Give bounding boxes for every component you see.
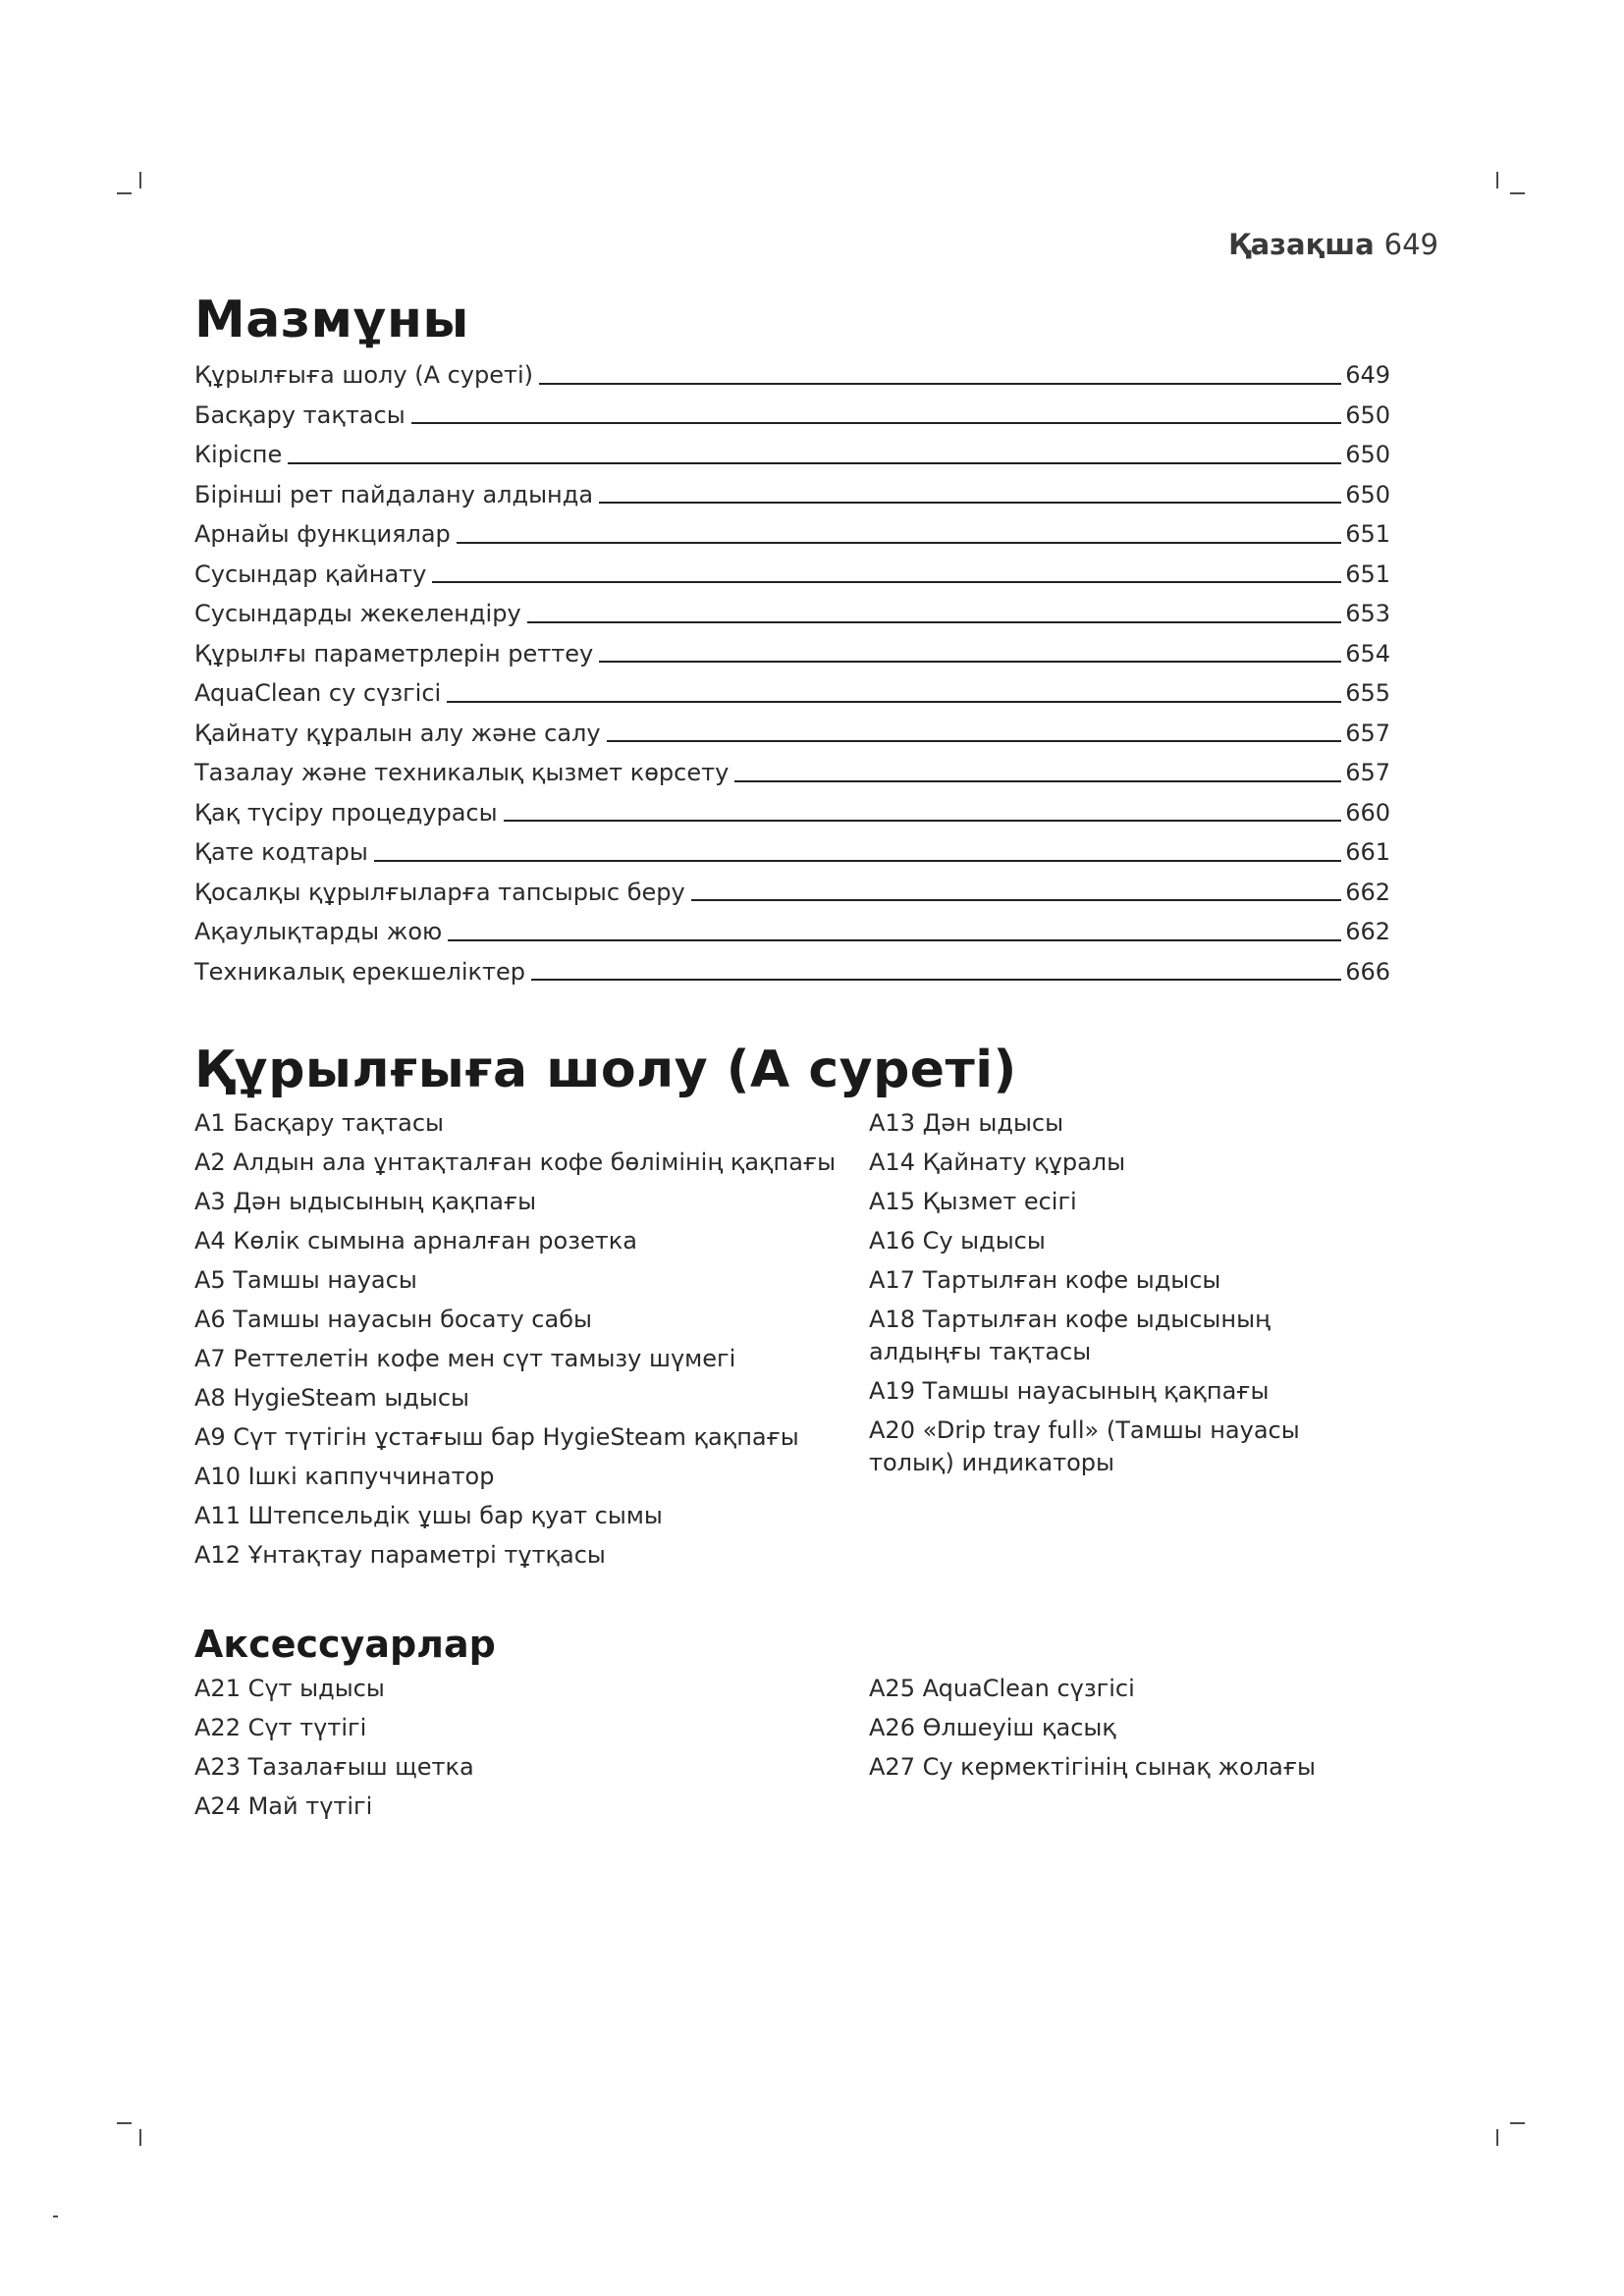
overview-list: [194, 1107, 1390, 1578]
overview-item: A6 Тамшы науасын босату сабы: [194, 1306, 592, 1333]
toc-entry-page: 657: [1345, 759, 1390, 786]
toc-entry-label: Арнайы функциялар: [194, 520, 451, 548]
overview-item: A7 Реттелетін кофе мен сүт тамызу шүмегі: [194, 1345, 736, 1372]
toc-leader-line: [447, 701, 1341, 703]
toc-entry[interactable]: [194, 873, 1390, 913]
overview-item: A19 Тамшы науасының қақпағы: [869, 1377, 1270, 1405]
toc-entry-page: 650: [1345, 480, 1390, 508]
toc-leader-line: [607, 740, 1341, 742]
toc-entry-page: 661: [1345, 838, 1390, 866]
crop-mark: [117, 2122, 132, 2124]
toc-leader-line: [432, 581, 1341, 583]
toc-entry-page: 666: [1345, 957, 1390, 986]
toc-entry-page: 662: [1345, 918, 1390, 945]
toc-leader-line: [691, 899, 1341, 901]
overview-item: A4 Көлік сымына арналған розетка: [194, 1227, 637, 1255]
toc-entry-label: Құрылғыға шолу (A суреті): [194, 361, 534, 389]
overview-item: A15 Қызмет есігі: [869, 1188, 1077, 1215]
crop-mark: [1496, 172, 1498, 188]
toc-entry-page: 657: [1345, 719, 1390, 747]
accessories-left-column: [194, 1673, 869, 1830]
overview-item: A17 Тартылған кофе ыдысы: [869, 1266, 1221, 1294]
toc-entry-label: Басқару тақтасы: [194, 400, 406, 429]
toc-leader-line: [539, 383, 1341, 385]
toc-entry-label: Сусындар қайнату: [194, 560, 427, 588]
toc-entry-page: 651: [1345, 520, 1390, 548]
crop-mark: [1510, 2122, 1525, 2124]
overview-item: A1 Басқару тақтасы: [194, 1109, 444, 1137]
toc-entry-label: Бірінші рет пайдалану алдында: [194, 480, 594, 508]
toc-entry-label: Қақ түсіру процедурасы: [194, 798, 498, 827]
toc-entry[interactable]: [194, 832, 1390, 873]
toc-entry-label: Қайнату құралын алу және салу: [194, 719, 601, 747]
accessory-item: A27 Су кермектігінің сынақ жолағы: [869, 1753, 1316, 1781]
overview-item: A5 Тамшы науасы: [194, 1266, 417, 1294]
toc-entry-label: Құрылғы параметрлерін реттеу: [194, 639, 594, 667]
toc-leader-line: [411, 422, 1341, 424]
toc-leader-line: [531, 979, 1341, 981]
toc-entry[interactable]: [194, 355, 1390, 396]
toc-entry-page: 651: [1345, 560, 1390, 588]
overview-item: A10 Ішкі каппуччинатор: [194, 1463, 495, 1490]
accessories-list: [194, 1673, 1390, 1830]
overview-item: A18 Тартылған кофе ыдысының алдыңғы тақтасы: [869, 1306, 1271, 1365]
toc-leader-line: [448, 939, 1341, 941]
toc-entry[interactable]: [194, 952, 1390, 992]
toc-entry-label: Қате кодтары: [194, 838, 368, 866]
toc-leader-line: [288, 462, 1341, 464]
toc-entry[interactable]: [194, 396, 1390, 436]
accessory-item: A21 Сүт ыдысы: [194, 1675, 385, 1702]
accessory-item: A26 Өлшеуіш қасық: [869, 1714, 1116, 1741]
accessory-item: A22 Сүт түтігі: [194, 1714, 367, 1741]
toc-entry[interactable]: [194, 753, 1390, 793]
accessory-item: A25 AquaClean сүзгісі: [869, 1675, 1135, 1702]
toc-entry-page: 650: [1345, 400, 1390, 429]
page-content: [194, 287, 1390, 1830]
crop-mark: [1496, 2129, 1498, 2146]
toc-entry-page: 654: [1345, 639, 1390, 667]
accessories-right-column: [869, 1673, 1390, 1830]
toc-entry[interactable]: [194, 673, 1390, 714]
overview-left-column: [194, 1107, 869, 1578]
crop-mark: [53, 2216, 58, 2217]
overview-item: A8 HygieSteam ыдысы: [194, 1384, 469, 1412]
crop-mark: [139, 172, 141, 188]
running-head: [1228, 228, 1438, 261]
overview-item: A3 Дән ыдысының қақпағы: [194, 1188, 537, 1215]
overview-item: A9 Сүт түтігін ұстағыш бар HygieSteam қақпағы: [194, 1423, 799, 1451]
crop-mark: [1510, 192, 1525, 194]
toc-entry-label: Тазалау және техникалық қызмет көрсету: [194, 759, 730, 786]
header-page-number: 649: [1383, 228, 1438, 261]
toc-title: Мазмұны: [194, 291, 469, 349]
toc-leader-line: [457, 542, 1341, 544]
toc-leader-line: [504, 820, 1341, 822]
toc-entry-page: 662: [1345, 878, 1390, 906]
toc-entry-label: Техникалық ерекшеліктер: [194, 957, 526, 986]
toc-entry-label: AquaClean су сүзгісі: [194, 679, 442, 707]
toc-entry-label: Ақаулықтарды жою: [194, 918, 443, 945]
toc-entry[interactable]: [194, 514, 1390, 555]
toc-entry[interactable]: [194, 634, 1390, 674]
toc-leader-line: [599, 502, 1341, 504]
overview-item: A12 Ұнтақтау параметрі тұтқасы: [194, 1541, 606, 1569]
toc-leader-line: [527, 621, 1341, 623]
toc-entry-page: 653: [1345, 600, 1390, 627]
accessory-item: A24 Май түтігі: [194, 1792, 373, 1820]
crop-mark: [117, 192, 132, 194]
crop-mark: [139, 2129, 141, 2146]
toc-entry[interactable]: [194, 594, 1390, 634]
overview-item: A11 Штепсельдік ұшы бар қуат сымы: [194, 1502, 663, 1529]
toc-entry-page: 655: [1345, 679, 1390, 707]
toc-leader-line: [374, 860, 1341, 862]
toc-entry-label: Кіріспе: [194, 441, 283, 468]
header-language: Қазақша: [1228, 228, 1375, 261]
toc-entry-label: Сусындарды жекелендіру: [194, 600, 521, 627]
overview-title: Құрылғыға шолу (A суреті): [194, 1041, 1017, 1099]
toc-list: [194, 355, 1390, 991]
toc-entry[interactable]: [194, 912, 1390, 952]
overview-item: A16 Су ыдысы: [869, 1227, 1046, 1255]
toc-entry-label: Қосалқы құрылғыларға тапсырыс беру: [194, 878, 685, 906]
accessories-title: Аксессуарлар: [194, 1623, 496, 1666]
toc-entry[interactable]: [194, 475, 1390, 515]
overview-item: A2 Алдын ала ұнтақталған кофе бөлімінің қақпағы: [194, 1148, 837, 1176]
toc-entry[interactable]: [194, 793, 1390, 833]
toc-entry-page: 649: [1345, 361, 1390, 389]
toc-leader-line: [734, 780, 1341, 782]
overview-item: A13 Дән ыдысы: [869, 1109, 1064, 1137]
overview-right-column: [869, 1107, 1390, 1578]
accessory-item: A23 Тазалағыш щетка: [194, 1753, 474, 1781]
overview-item: A14 Қайнату құралы: [869, 1148, 1126, 1176]
toc-entry[interactable]: [194, 555, 1390, 595]
toc-entry[interactable]: [194, 714, 1390, 754]
toc-leader-line: [599, 661, 1341, 663]
overview-item: A20 «Drip tray full» (Тамшы науасы толық) индикаторы: [869, 1416, 1300, 1476]
toc-entry-page: 660: [1345, 798, 1390, 827]
toc-entry[interactable]: [194, 435, 1390, 475]
toc-entry-page: 650: [1345, 441, 1390, 468]
